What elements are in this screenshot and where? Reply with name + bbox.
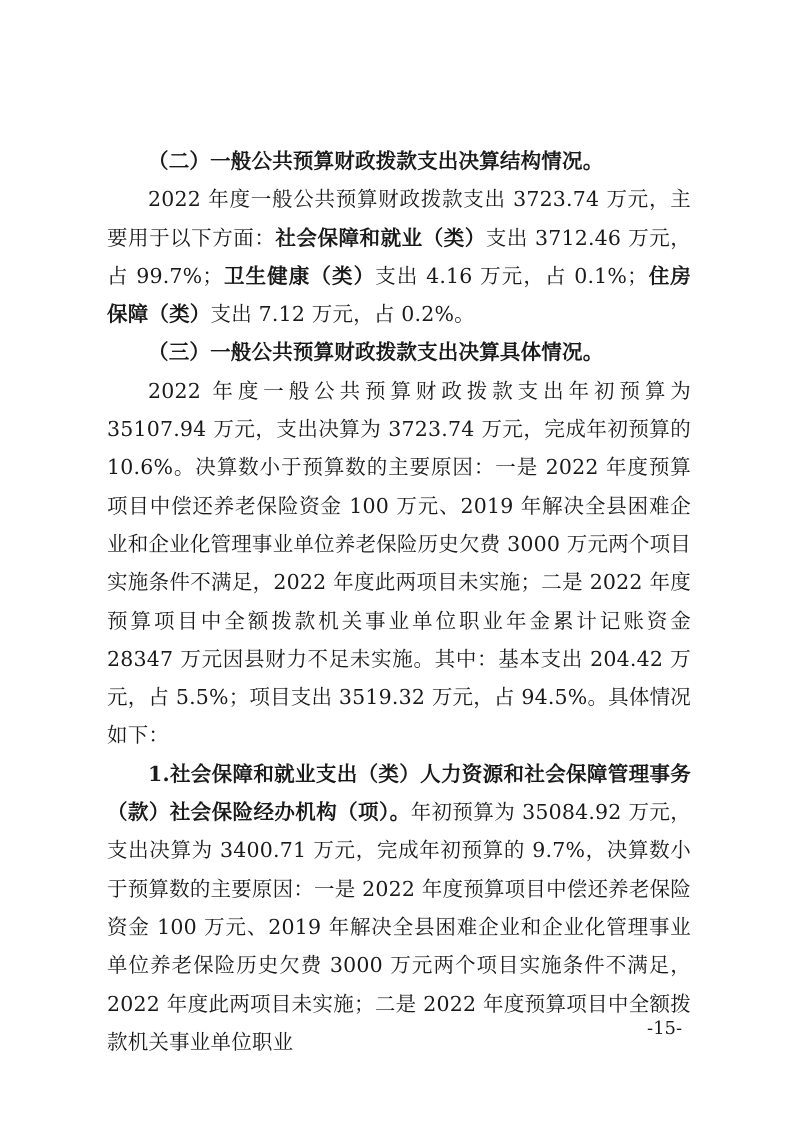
social-security-amount: 支出 3712.46 万元，占 99.7%； [107,225,692,288]
structure-paragraph [107,180,691,333]
structure-intro-text: 2022 年度一般公共预算财政拨款支出 3723.74 万元，主要用于以下方面： [107,187,691,250]
category-social-security: 社会保障和就业（类） [275,225,486,250]
section-heading-detail: （三）一般公共预算财政拨款支出决算具体情况。 [148,340,604,365]
category-health: 卫生健康（类） [223,263,376,288]
health-amount: 支出 4.16 万元，占 0.1%； [375,263,648,288]
category-housing: 住房保障（类） [107,263,691,327]
detail-item-1 [107,755,691,1061]
housing-amount: 支出 7.12 万元，占 0.2%。 [210,302,475,327]
detail-paragraph: 2022 年度一般公共预算财政拨款支出年初预算为 35107.94 万元，支出决算为 3723.74 万元，完成年初预算的 10.6%。决算数小于预算数的主要原因：一是 2022 年度预算项目中偿还养老保险资金 100 万元、2019 年解决全县困难企业和企业化管理事业单位养老保险历史欠费 3000 万元两个项目实施条件不满足，2022 年度此两项目未实施；二是 2022 年度预算项目中全额拨款机关事业单位职业年金累计记账资金 28347 万元因县财力不足未实施。其中：基本支出 204.42 万元，占 5.5%；项目支出 3519.32 万元，占 94.5%。具体情况如下： [107,378,691,748]
document-page [107,142,691,1061]
page-number: -15- [647,1018,683,1039]
detail-item-1-text: 年初预算为 35084.92 万元，支出决算为 3400.71 万元，完成年初预算的 9.7%，决算数小于预算数的主要原因：一是 2022 年度预算项目中偿还养老保险资金 100 万元、2019 年解决全县困难企业和企业化管理事业单位养老保险历史欠费 3000 万元两个项目实施条件不满足，2022 年度此两项目未实施；二是 2022 年度预算项目中全额拨款机关事业单位职业 [107,800,691,1054]
section-heading-structure: （二）一般公共预算财政拨款支出决算结构情况。 [148,149,604,173]
detail-item-1-title: 1.社会保障和就业支出（类）人力资源和社会保障管理事务（款）社会保险经办机构（项）。 [107,761,691,825]
